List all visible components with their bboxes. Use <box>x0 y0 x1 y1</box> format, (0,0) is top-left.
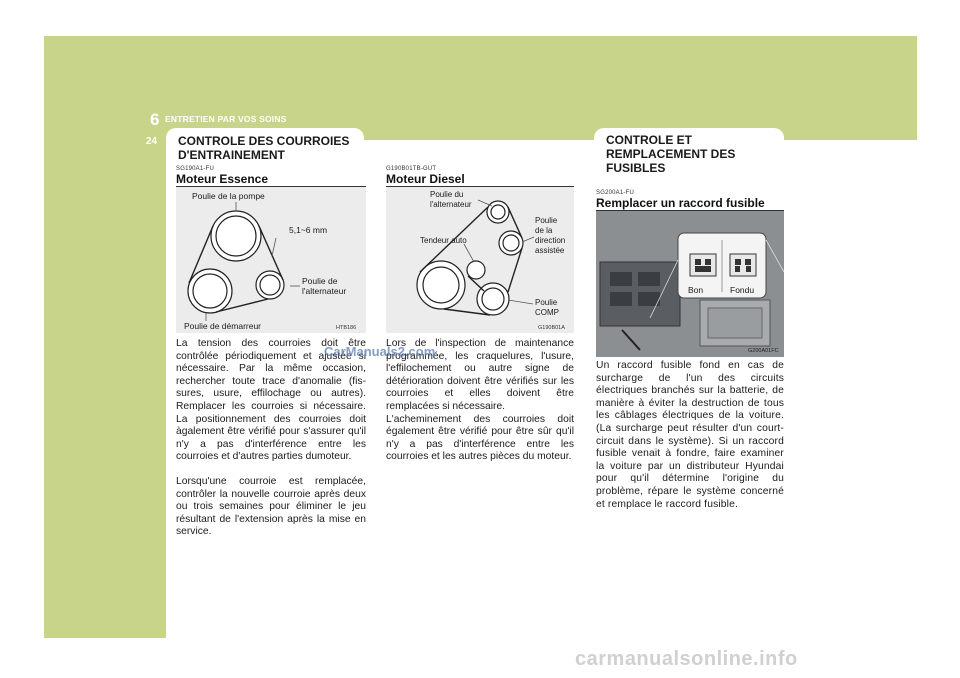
alternator-pulley-label: Poulie de l'alternateur <box>302 276 347 296</box>
figure-code: G190B01A <box>538 325 565 331</box>
chapter-number: 6 <box>150 110 160 129</box>
section-code: G190B01TB-GUT <box>386 166 437 172</box>
footer-site-watermark: carmanualsonline.info <box>575 648 798 670</box>
alternator-pulley-label: Poulie du l'alternateur <box>430 190 472 209</box>
petrol-body-text: La tension des courroies doit être contrôlée périodiquement et ajustée si nécessaire. Par la même occasion, rechercher toute trace d'anomalie (fis-sures, usure, effilochage ou autres). Remplacer les courroies si nécessaire. La positionnement des courroies doit àgalement être vérifié pour s'assurer qu'il n'y a pas d'interférence entre les courroies et d'autres parties dumoteur. Lorsqu'une courroie est remplacée, contrôler la nouvelle courroie après deux ou trois semaines pour éliminer le jeu résultant de l'extension après la mise en service. <box>176 338 366 538</box>
pump-pulley-label: Poulie de la pompe <box>192 191 265 201</box>
chapter-title: ENTRETIEN PAR VOS SOINS <box>165 114 287 124</box>
section-heading: Moteur Diesel <box>386 172 465 186</box>
watermark: CarManuals2.com <box>324 344 436 359</box>
page-number: 24 <box>146 136 158 147</box>
belt-gap-label: 5,1~6 mm <box>289 225 328 235</box>
diesel-body-text: Lors de l'inspection de maintenance programmée, les craquelures, l'usure, l'effilochement ou autre signe de détérioration doivent être vérifiés sur les courroies et elles doivent être remplacées si nécessaire. L'acheminement des courroies doit également être vérifié pour être sûr qu'il n'y a pas d'interférence entre les courroies et les autres pièces du moteur. <box>386 338 574 463</box>
starter-pulley-label: Poulie de démarreur <box>184 321 262 331</box>
figure-code: G200A01FC <box>748 348 779 354</box>
right-section-title: CONTROLE ET REMPLACEMENT DES FUSIBLES <box>606 133 736 175</box>
fuse-body-text: Un raccord fusible fond en cas de surcharge de l'un des circuits électriques branchés sur la batterie, de manière à éviter la destruction de tous les câblages électriques de la voiture. (La surcharge peut résulter d'un court-circuit dans le système). Si un raccord fusible venait à fondre, faire examiner la voiture par un distributeur Hyundai pour qu'il détermine l'origine du problème, répare le système concerné et remplace le raccord fusible. <box>596 360 784 510</box>
section-code: SG190A1-FU <box>176 166 215 172</box>
power-steering-pulley-label: Poulie de la direction assistée <box>535 216 566 255</box>
left-section-title: CONTROLE DES COURROIES D'ENTRAINEMENT <box>178 134 350 162</box>
compressor-pulley-label: Poulie COMP <box>535 298 559 317</box>
blown-fuse-label: Fondu <box>730 285 755 295</box>
section-code: SG200A1-FU <box>596 190 635 196</box>
figure-code: HTB186 <box>336 325 357 331</box>
good-fuse-label: Bon <box>688 285 704 295</box>
auto-tensioner-label: Tendeur auto <box>420 236 467 245</box>
section-heading: Remplacer un raccord fusible <box>596 196 765 210</box>
section-heading: Moteur Essence <box>176 172 269 186</box>
